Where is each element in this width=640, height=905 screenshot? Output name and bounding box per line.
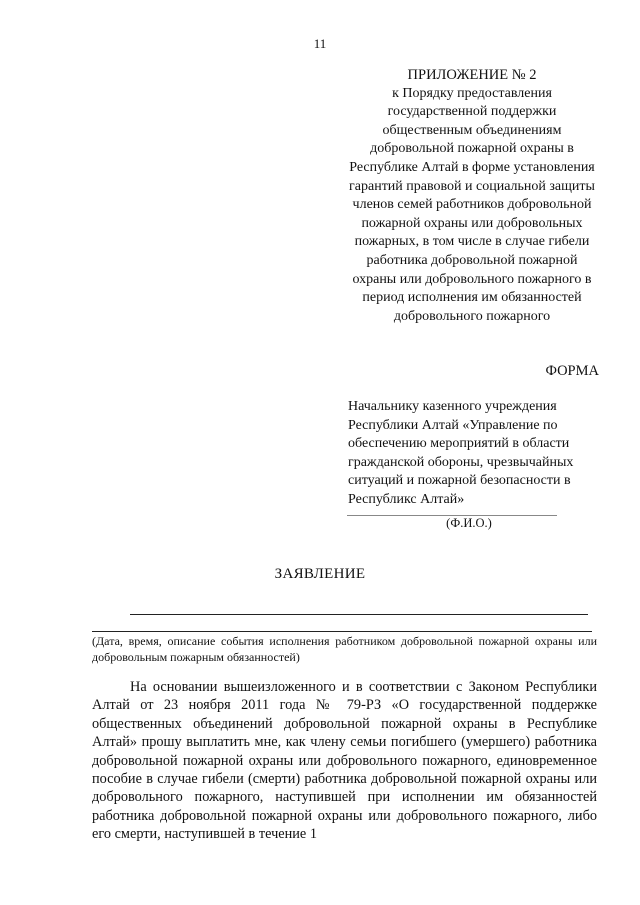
appendix-text: к Порядку предоставления государственной поддержки общественным объединениям добровольной пожарной охраны в Республике Алтай в форме установления гарантий правовой и социальной защиты членов семей работников добровольной пожарной охраны или добровольных пожарных, в том числе в случае гибели работника добровольной пожарной охраны или добровольного пожарного в период исполнения им обязанностей добровольного пожарного bbox=[349, 85, 595, 324]
event-caption: (Дата, время, описание события исполнения работником добровольной пожарной охраны или добровольным пожарным обязанностей) bbox=[92, 634, 597, 664]
statement-paragraph: На основании вышеизложенного и в соответствии с Законом Республики Алтай от 23 ноября 2011 года № 79-РЗ «О государственной поддержке общественных объединений добровольной пожарной охраны в Республике Алтай» прошу выплатить мне, как члену семьи погибшего (умершего) работника добровольной пожарной охраны или добровольного пожарного, единовременное пособие в случае гибели (смерти) работника добровольной пожарной охраны или добровольного пожарного, наступившей при исполнении им обязанностей работника добровольной пожарной охраны или добровольного пожарного, либо его смерти, наступившей в течение 1 bbox=[92, 679, 597, 843]
statement-title: ЗАЯВЛЕНИЕ bbox=[274, 566, 366, 582]
addressee-block: Начальнику казенного учреждения Республики Алтай «Управление по обеспечению мероприятий в области гражданской обороны, чрезвычайных ситуаций и пожарной безопасности в Республикс Алтай» bbox=[348, 399, 574, 507]
form-label: ФОРМА bbox=[545, 363, 599, 379]
fio-label: (Ф.И.О.) bbox=[446, 516, 492, 530]
appendix-title: ПРИЛОЖЕНИЕ № 2 bbox=[407, 67, 537, 83]
event-blank-line bbox=[92, 631, 592, 632]
appendix-header bbox=[344, 66, 600, 326]
page-number: 11 bbox=[313, 36, 327, 51]
event-blank-line bbox=[130, 614, 588, 615]
statement-body bbox=[92, 678, 597, 844]
